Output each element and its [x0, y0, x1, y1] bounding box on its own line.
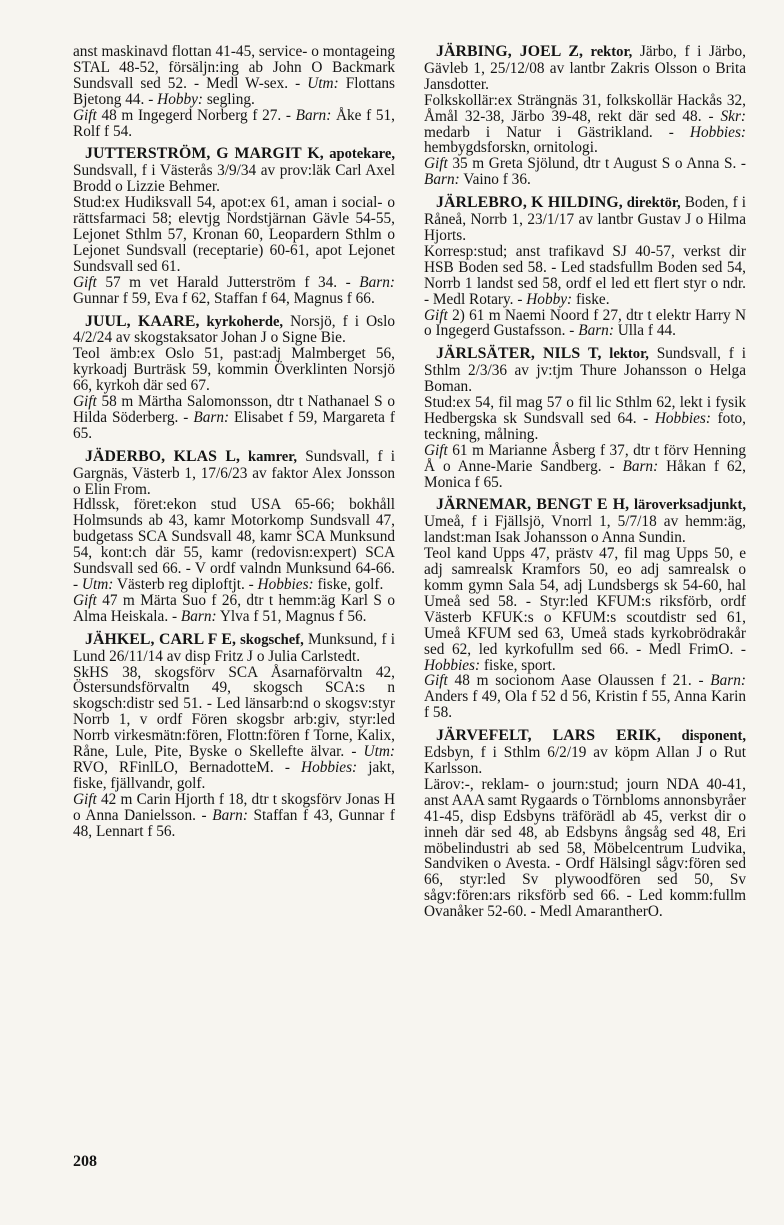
career-text: Stud:ex Hudiksvall 54, apot:ex 61, aman i social- o rättsfarmaci 58; elevtjg Nordstjärnan Gävle 54-55, Lejonet Sthlm 57, Kronan 60, Leopardern Sthlm o Lejonet Sundsvall (receptarie) 60-61, apot Lejonet Sundsvall sed 61.	[73, 194, 395, 275]
entry-title: lektor,	[601, 346, 649, 363]
career-text: Lärov:-, reklam- o journ:stud; journ NDA 40-41, anst AAA samt Rygaards o Törnbloms annonsbyråer 41-45, disp Edsbyns träförädl ab 45, verkst dir o inneh där sed 48, ab Edsbyns ångsåg sed 48, Eri möbelindustri ab sed 58, Möbelcentrum Ludvika, Sandviken o Avesta. - Ordf Hälsingl sågv:fören sed 66, styr:led Sv plywoodfören sed 50, Sv sågv:fören:ars riksförb sed 66. - Led komm:fullm Ovanåker 52-60. - Medl AmarantherO.	[424, 775, 746, 921]
entry-title: kamrer,	[240, 448, 298, 465]
gift-label: Gift	[424, 441, 448, 459]
career-text: SkHS 38, skogsförv SCA Åsarnaförvaltn 42, Östersundsförvaltn 49, skogsch SCA:s n skogsch:distr sed 51. - Led länsarb:nd o skogsv:styr Norrb 1, v ordf Fören skogsbr arb:giv, styr:led Norrb virkesmätn:fören, Flottn:fören f Torne, Kalix, Råne, Lule, Pite, Byske o Skellefte älvar. -	[73, 663, 395, 761]
hobbies-text: fiske, golf.	[313, 576, 384, 593]
hobby-label: Hobby:	[526, 290, 573, 308]
barn-text: Elisabet f 59, Margareta f 65.	[73, 408, 396, 442]
entry-title: direktör,	[622, 195, 681, 212]
hobby-label: Hobby:	[157, 90, 204, 108]
gift-label: Gift	[73, 591, 97, 609]
gift-label: Gift	[73, 393, 97, 411]
entry-intro: Sundsvall, f i Gargnäs, Västerb 1, 17/6/23 av faktor Alex Jonsson o Elin From.	[73, 447, 395, 498]
gift-label: Gift	[73, 273, 97, 291]
entry-intro: Järbo, f i Järbo, Gävleb 1, 25/12/08 av lantbr Zakris Olsson o Brita Jansdotter.	[424, 43, 746, 93]
entry-jarlsater	[424, 346, 746, 490]
gift-label: Gift	[73, 106, 97, 124]
gift-text: 57 m vet Harald Jutterström f 34. -	[96, 273, 360, 291]
barn-label: Barn:	[295, 106, 332, 124]
entry-name: JÄRLSÄTER, NILS T,	[436, 345, 602, 363]
entry-name: JÄDERBO, KLAS L,	[85, 447, 241, 465]
gift-text: 35 m Greta Sjölund, dtr t August S o Anna S. -	[447, 155, 746, 173]
career-text: Teol kand Upps 47, prästv 47, fil mag Upps 50, e adj samrealsk Kramfors 50, eo adj samrealsk o komm gymn Sala 54, adj Lundsbergs sk 54-60, hal Umeå sed 58. - Styr:led KFUM:s riksförb, ordf Västerb KFUK:s o KFUM:s scoutdistr sed 61, Umeå KFUM sed 63, Umeå stads kyrkobrödrakår sed 62, led kyrkofullm sed 66. - Medl FrimO. -	[424, 545, 746, 658]
hobbies-text: jakt, fiske, fjällvandr, golf.	[73, 758, 395, 792]
gift-label: Gift	[424, 672, 448, 690]
barn-text: Ylva f 51, Magnus f 56.	[216, 607, 367, 625]
utm-text: Flottans Bjetong 44. -	[73, 74, 396, 108]
skr-text: medarb i Natur i Gästrikland. -	[424, 123, 690, 141]
entry-title: kyrkoherde,	[199, 313, 284, 330]
barn-text: Håkan f 62, Monica f 65.	[424, 457, 746, 491]
entry-name: JUTTERSTRÖM, G MARGIT K,	[85, 145, 324, 163]
gift-label: Gift	[424, 306, 448, 324]
hobbies-text: fiske, sport.	[480, 656, 556, 674]
gift-text: 61 m Marianne Åsberg f 37, dtr t förv Henning Å o Anne-Marie Sandberg. -	[424, 441, 746, 475]
hobbies-label: Hobbies:	[257, 576, 314, 593]
entry-name: JÄRVEFELT, LARS ERIK,	[436, 727, 661, 745]
career-text: Teol ämb:ex Oslo 51, past:adj Malmberget 56, kyrkoadj Burträsk 59, kommin Överklinten Norsjö 66, kyrkoh där sed 67.	[73, 345, 395, 395]
barn-text: Ulla f 44.	[613, 322, 676, 340]
entry-title: apotekare,	[323, 146, 396, 163]
gift-text: 58 m Märtha Salomonsson, dtr t Nathanael S o Hilda Söderberg. -	[73, 393, 395, 426]
entry-title: disponent,	[660, 728, 747, 745]
hobbies-label: Hobbies:	[689, 123, 746, 141]
entry-jarvefelt	[424, 728, 746, 920]
entry-intro: Edsbyn, f i Sthlm 6/2/19 av köpm Allan J o Rut Karlsson.	[424, 744, 746, 777]
barn-label: Barn:	[359, 273, 395, 291]
entry-jutterstrom	[73, 146, 395, 306]
hobbies-label: Hobbies:	[654, 409, 711, 427]
entry-title: skogschef,	[236, 631, 304, 648]
entry-juul	[73, 314, 395, 442]
gift-text: 47 m Märta Suo f 26, dtr t hemm:äg Karl S o Alma Heiskala. -	[73, 591, 395, 625]
barn-text: Staffan f 43, Gunnar f 48, Lennart f 56.	[73, 806, 396, 840]
career-text: Korresp:stud; anst trafikavd SJ 40-57, verkst dir HSB Boden sed 58. - Led stadsfullm Boden sed 54, Norrb 1 landst sed 58, ordf el led ett flert styr o ndr. - Medl Rotary. -	[424, 242, 746, 308]
barn-label: Barn:	[212, 806, 248, 824]
entry-intro: Sundsvall, f i Sthlm 2/3/36 av jv:tjm Thure Johansson o Helga Boman.	[424, 345, 746, 396]
barn-label: Barn:	[710, 672, 746, 690]
barn-label: Barn:	[622, 457, 659, 475]
barn-label: Barn:	[578, 322, 614, 340]
barn-label: Barn:	[424, 171, 460, 189]
entry-intro: Norsjö, f i Oslo 4/2/24 av skogstaksator Johan J o Signe Bie.	[73, 312, 395, 347]
left-column	[73, 44, 395, 847]
gift-text: 48 m Ingegerd Norberg f 27. -	[96, 106, 296, 124]
entry-intro: Munksund, f i Lund 26/11/14 av disp Fritz J o Julia Carlstedt.	[73, 630, 396, 665]
right-column	[424, 44, 746, 927]
entry-intro: Boden, f i Råneå, Norrb 1, 23/1/17 av lantbr Gustav J o Hilma Hjorts.	[424, 194, 746, 244]
barn-label: Barn:	[193, 408, 230, 426]
utm-text: Västerb reg diploftjt. -	[113, 576, 258, 593]
entry-intro: Sundsvall, f i Västerås 3/9/34 av prov:läk Carl Axel Brodd o Lizzie Behmer.	[73, 162, 395, 196]
gift-text: 48 m socionom Aase Olaussen f 21. -	[447, 672, 711, 690]
entry-jahkel	[73, 632, 395, 840]
hobbies-label: Hobbies:	[424, 656, 481, 674]
entry-intro: Umeå, f i Fjällsjö, Vnorrl 1, 5/7/18 av hemm:äg, landst:man Isak Johansson o Anna Sundin.	[424, 513, 746, 547]
entry-title: läroverksadjunkt,	[629, 497, 746, 514]
hobbies-text: foto, teckning, målning.	[424, 409, 746, 443]
entry-name: JÄRLEBRO, K HILDING,	[436, 194, 623, 212]
barn-text: Gunnar f 59, Eva f 62, Staffan f 64, Magnus f 66.	[73, 289, 375, 307]
entry-jarnemar	[424, 497, 746, 721]
career-text: Hdlssk, föret:ekon stud USA 65-66; bokhåll Holmsunds ab 43, kamr Motorkomp Sundsvall 47, budgetass SCA Sundsvall 48, kamr SCA Munksund 54, kont:ch där 55, kamr (redovisn:expert) SCA Sundsvall sed 66. - V ordf valndn Munksund 64-66. -	[73, 496, 395, 593]
entry-title: rektor,	[583, 44, 633, 60]
hobby-text: segling.	[203, 90, 255, 108]
utm-label: Utm:	[81, 576, 114, 593]
hobbies-text: hembygdsforskn, ornitologi.	[424, 139, 598, 157]
barn-text: Vaino f 36.	[459, 171, 531, 189]
barn-text: Åke f 51, Rolf f 54.	[73, 106, 395, 140]
career-text: Stud:ex 54, fil mag 57 o fil lic Sthlm 62, lekt i fysik Hedbergska sk Sundsvall sed 64. -	[424, 394, 746, 427]
career-text: Folkskollär:ex Strängnäs 31, folkskollär Hackås 32, Åmål 32-38, Järbo 39-48, rekt där sed 48. -	[424, 91, 746, 125]
entry-continuation	[73, 44, 395, 139]
entry-name: JÄRNEMAR, BENGT E H,	[436, 496, 630, 514]
utm-text: RVO, RFinlLO, BernadotteM. -	[73, 758, 302, 776]
barn-text: Anders f 49, Ola f 52 d 56, Kristin f 55, Anna Karin f 58.	[424, 688, 746, 722]
entry-name: JUUL, KAARE,	[85, 312, 200, 330]
utm-label: Utm:	[363, 743, 395, 761]
page-number: 208	[73, 1153, 97, 1170]
skr-label: Skr:	[720, 107, 746, 125]
hobbies-label: Hobbies:	[301, 758, 358, 776]
gift-text: 2) 61 m Naemi Noord f 27, dtr t elektr Harry N o Ingegerd Gustafsson. -	[424, 306, 746, 340]
entry-jaderbo	[73, 449, 395, 625]
hobby-text: fiske.	[572, 290, 610, 308]
gift-label: Gift	[424, 155, 448, 173]
entry-name: JÄHKEL, CARL F E,	[85, 630, 237, 648]
entry-jarlebro	[424, 195, 746, 339]
entry-name: JÄRBING, JOEL Z,	[436, 43, 584, 60]
utm-label: Utm:	[307, 74, 339, 92]
entry-jarbing	[424, 44, 746, 188]
gift-label: Gift	[73, 790, 97, 808]
gift-text: 42 m Carin Hjorth f 18, dtr t skogsförv Jonas H o Anna Danielsson. -	[73, 790, 395, 824]
barn-label: Barn:	[180, 607, 217, 625]
career-text: anst maskinavd flottan 41-45, service- o montageing STAL 48-52, försäljn:ing ab John O Backmark Sundsvall sed 52. - Medl W-sex. -	[73, 43, 395, 92]
